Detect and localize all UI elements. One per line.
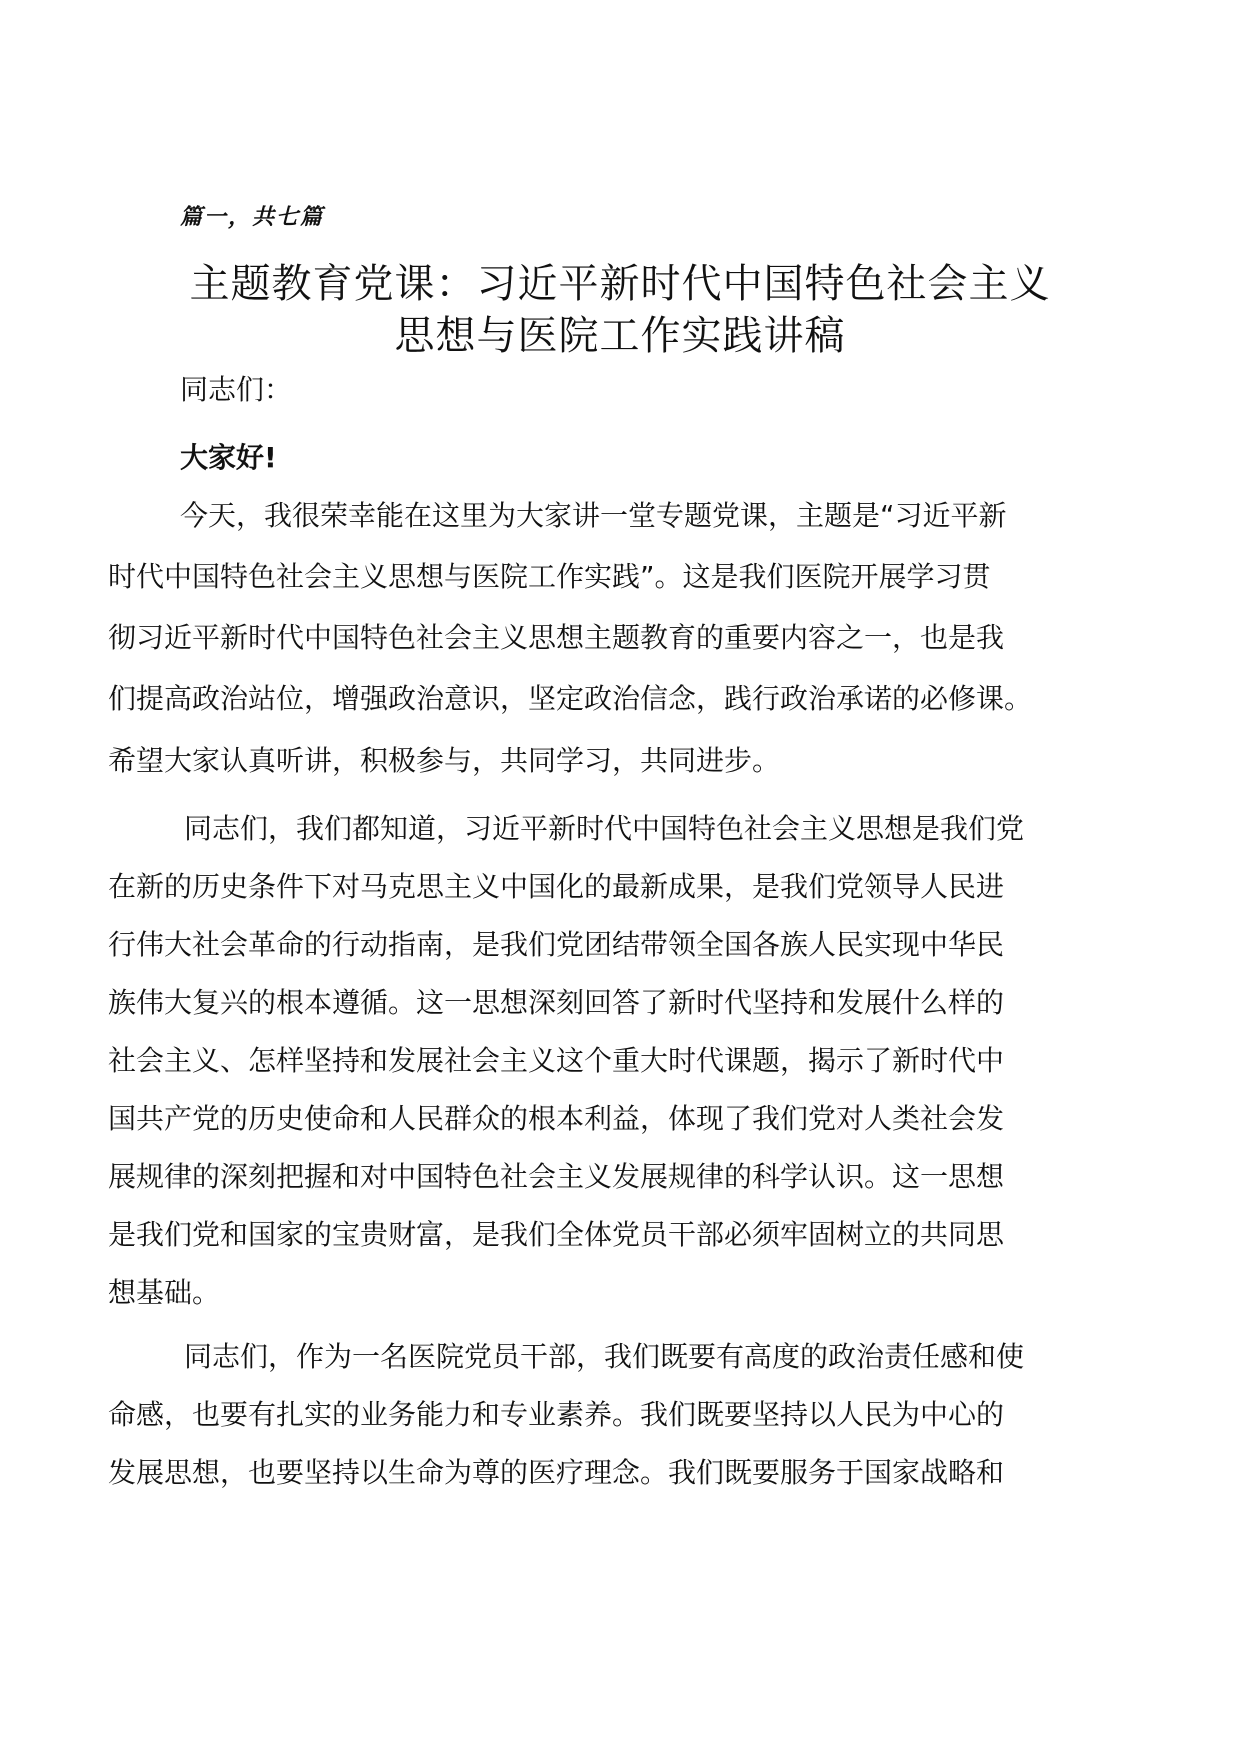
paragraph-line: 展规律的深刻把握和对中国特色社会主义发展规律的科学认识。这一思想 [108, 1160, 1005, 1193]
paragraph-line: 是我们党和国家的宝贵财富，是我们全体党员干部必须牢固树立的共同思 [108, 1218, 1005, 1251]
paragraph-line: 想基础。 [108, 1276, 221, 1309]
paragraph-line: 同志们，我们都知道，习近平新时代中国特色社会主义思想是我们党 [184, 812, 1025, 845]
paragraph-line: 行伟大社会革命的行动指南，是我们党团结带领全国各族人民实现中华民 [108, 928, 1005, 961]
paragraph-line: 今天，我很荣幸能在这里为大家讲一堂专题党课，主题是“习近平新 [180, 499, 1007, 532]
article-index-label: 篇一，共七篇 [180, 204, 325, 230]
paragraph-line: 命感，也要有扎实的业务能力和专业素养。我们既要坚持以人民为中心的 [108, 1398, 1005, 1431]
paragraph-line: 们提高政治站位，增强政治意识，坚定政治信念，践行政治承诺的必修课。 [108, 682, 1033, 715]
document-title-line-2: 思想与医院工作实践讲稿 [394, 313, 846, 359]
paragraph-line: 希望大家认真听讲，积极参与，共同学习，共同进步。 [108, 744, 781, 777]
greeting: 大家好! [180, 441, 277, 474]
paragraph-line: 社会主义、怎样坚持和发展社会主义这个重大时代课题，揭示了新时代中 [108, 1044, 1005, 1077]
document-title-line-1: 主题教育党课：习近平新时代中国特色社会主义 [189, 261, 1051, 307]
paragraph-line: 族伟大复兴的根本遵循。这一思想深刻回答了新时代坚持和发展什么样的 [108, 986, 1005, 1019]
paragraph-line: 彻习近平新时代中国特色社会主义思想主题教育的重要内容之一，也是我 [108, 621, 1005, 654]
salutation: 同志们： [180, 373, 293, 406]
paragraph-line: 同志们，作为一名医院党员干部，我们既要有高度的政治责任感和使 [184, 1340, 1025, 1373]
paragraph-line: 国共产党的历史使命和人民群众的根本利益，体现了我们党对人类社会发 [108, 1102, 1005, 1135]
paragraph-line: 发展思想，也要坚持以生命为尊的医疗理念。我们既要服务于国家战略和 [108, 1456, 1005, 1489]
paragraph-line: 在新的历史条件下对马克思主义中国化的最新成果，是我们党领导人民进 [108, 870, 1005, 903]
paragraph-line: 时代中国特色社会主义思想与医院工作实践”。这是我们医院开展学习贯 [108, 560, 991, 593]
